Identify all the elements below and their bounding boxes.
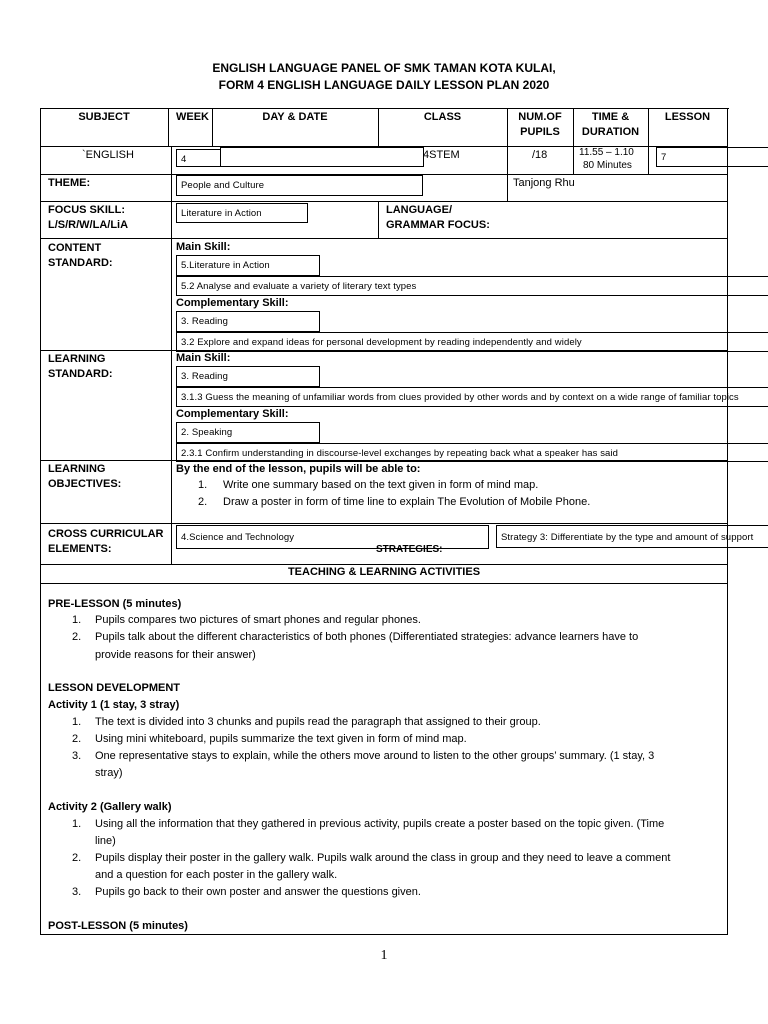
strategy-value: Strategy 3: Differentiate by the type and amount of support — [501, 532, 754, 543]
learning-standard-label-2: STANDARD: — [48, 368, 113, 380]
lesson-value: 7 — [661, 152, 667, 163]
header-num-pupils-2: PUPILS — [520, 126, 560, 138]
lesson-field[interactable] — [656, 147, 768, 167]
cs-comp-label: Complementary Skill: — [176, 297, 289, 309]
act2-item-1-line-2: line) — [95, 835, 116, 847]
focus-label-2: L/S/R/W/LA/LiA — [48, 219, 129, 231]
ls-main-skill: 3. Reading — [181, 371, 228, 382]
header-line-2: FORM 4 ENGLISH LANGUAGE DAILY LESSON PLAN 2020 — [218, 78, 550, 92]
cs-main-skill-field[interactable] — [176, 255, 320, 276]
focus-field[interactable] — [176, 203, 308, 223]
header-day-date: DAY & DATE — [262, 111, 328, 123]
cs-comp-desc-field[interactable] — [176, 332, 768, 352]
pre-item-num-2: 2. — [72, 631, 82, 643]
act1-item-3-line-2: stray) — [95, 767, 123, 779]
header-num-pupils: NUM.OF — [518, 111, 562, 123]
header-week: WEEK — [176, 111, 209, 123]
ls-main-desc-field[interactable] — [176, 387, 768, 407]
cs-main-desc: 5.2 Analyse and evaluate a variety of literary text types — [181, 281, 417, 292]
theme-field[interactable] — [176, 175, 423, 196]
ls-main-skill-field[interactable] — [176, 366, 320, 387]
post-lesson-title: POST-LESSON (5 minutes) — [48, 920, 188, 932]
act2-num-3: 3. — [72, 886, 82, 898]
header-subject: SUBJECT — [78, 111, 130, 123]
ls-main-label: Main Skill: — [176, 352, 231, 364]
cross-label-2: ELEMENTS: — [48, 543, 112, 555]
content-standard-label-2: STANDARD: — [48, 257, 113, 269]
cross-value: 4.Science and Technology — [181, 532, 295, 543]
act2-num-1: 1. — [72, 818, 82, 830]
pre-item-2-line-2: provide reasons for their answer) — [95, 649, 256, 661]
subject-value: `ENGLISH — [82, 149, 134, 161]
objective-text-2: Draw a poster in form of time line to explain The Evolution of Mobile Phone. — [223, 496, 591, 508]
date-field[interactable] — [220, 147, 424, 167]
theme-value: People and Culture — [181, 180, 265, 191]
ls-comp-skill-field[interactable] — [176, 422, 320, 443]
time-value: 11.55 – 1.10 — [579, 147, 634, 158]
pre-item-2-line-1: Pupils talk about the different characteristics of both phones (Differentiated strategies: advance learners have to — [95, 631, 639, 643]
date-value — [221, 148, 423, 152]
header-lesson: LESSON — [664, 111, 711, 123]
learning-standard-label-1: LEARNING — [48, 353, 106, 365]
ls-comp-skill: 2. Speaking — [181, 427, 233, 438]
act1-item-2: Using mini whiteboard, pupils summarize the text given in form of mind map. — [95, 733, 467, 745]
lesson-dev-title: LESSON DEVELOPMENT — [48, 682, 181, 694]
act1-item-3-line-1: One representative stays to explain, while the others move around to listen to the other groups’ summary. (1 stay, 3 — [95, 750, 655, 762]
duration-value: 80 Minutes — [583, 160, 632, 171]
pre-item-1: Pupils compares two pictures of smart phones and regular phones. — [95, 614, 421, 626]
act1-item-1: The text is divided into 3 chunks and pupils read the paragraph that assigned to their group. — [95, 716, 541, 728]
ls-comp-desc-field[interactable] — [176, 443, 768, 462]
act1-num-3: 3. — [72, 750, 82, 762]
ls-comp-label: Complementary Skill: — [176, 408, 289, 420]
week-field[interactable] — [176, 149, 221, 167]
act2-item-2-line-1: Pupils display their poster in the gallery walk. Pupils walk around the class in group and they need to leave a comment — [95, 852, 671, 864]
cross-label-1: CROSS CURRICULAR — [48, 528, 164, 540]
objective-num-2: 2. — [198, 496, 208, 508]
strategy-field[interactable] — [496, 525, 768, 548]
activities-title: TEACHING & LEARNING ACTIVITIES — [287, 566, 481, 578]
activity-2-title: Activity 2 (Gallery walk) — [48, 801, 172, 813]
header-duration: DURATION — [581, 126, 640, 138]
cs-comp-skill: 3. Reading — [181, 316, 228, 327]
pre-lesson-title: PRE-LESSON (5 minutes) — [48, 598, 182, 610]
act2-item-1-line-1: Using all the information that they gathered in previous activity, pupils create a poster based on the topic given. (Time — [95, 818, 665, 830]
grammar-label-2: GRAMMAR FOCUS: — [386, 219, 490, 231]
objectives-label-1: LEARNING — [48, 463, 106, 475]
act1-num-2: 2. — [72, 733, 82, 745]
page-number: 1 — [380, 948, 388, 963]
class-value: 4STEM — [423, 149, 460, 161]
week-value: 4 — [181, 154, 187, 165]
act2-item-2-line-2: and a question for each poster in the gallery walk. — [95, 869, 338, 881]
topic-value: Tanjong Rhu — [513, 177, 575, 189]
act2-item-3: Pupils go back to their own poster and answer the questions given. — [95, 886, 421, 898]
cs-comp-skill-field[interactable] — [176, 311, 320, 332]
objectives-intro: By the end of the lesson, pupils will be able to: — [176, 463, 421, 475]
cs-main-desc-field[interactable] — [176, 276, 768, 296]
header-time: TIME & — [591, 111, 630, 123]
cs-main-label: Main Skill: — [176, 241, 231, 253]
focus-label-1: FOCUS SKILL: — [48, 204, 125, 216]
header-class: CLASS — [423, 111, 462, 123]
cs-main-skill: 5.Literature in Action — [181, 260, 270, 271]
act1-num-1: 1. — [72, 716, 82, 728]
header-line-1: ENGLISH LANGUAGE PANEL OF SMK TAMAN KOTA KULAI, — [212, 61, 556, 75]
ls-main-desc: 3.1.3 Guess the meaning of unfamiliar words from clues provided by other words and by context on a wide range of familiar topics — [181, 392, 739, 403]
act2-num-2: 2. — [72, 852, 82, 864]
ls-comp-desc: 2.3.1 Confirm understanding in discourse-level exchanges by repeating back what a speaker has said — [181, 448, 619, 459]
focus-value: Literature in Action — [181, 208, 262, 219]
objectives-label-2: OBJECTIVES: — [48, 478, 122, 490]
cs-comp-desc: 3.2 Explore and expand ideas for personal development by reading independently and widely — [181, 337, 582, 348]
theme-label: THEME: — [48, 177, 91, 189]
pre-item-num-1: 1. — [72, 614, 82, 626]
objective-text-1: Write one summary based on the text given in form of mind map. — [223, 479, 539, 491]
activity-1-title: Activity 1 (1 stay, 3 stray) — [48, 699, 180, 711]
strategies-label: STRATEGIES: — [376, 544, 443, 552]
content-standard-label-1: CONTENT — [48, 242, 102, 254]
grammar-label-1: LANGUAGE/ — [386, 204, 452, 216]
pupils-value: /18 — [532, 149, 548, 161]
objective-num-1: 1. — [198, 479, 208, 491]
